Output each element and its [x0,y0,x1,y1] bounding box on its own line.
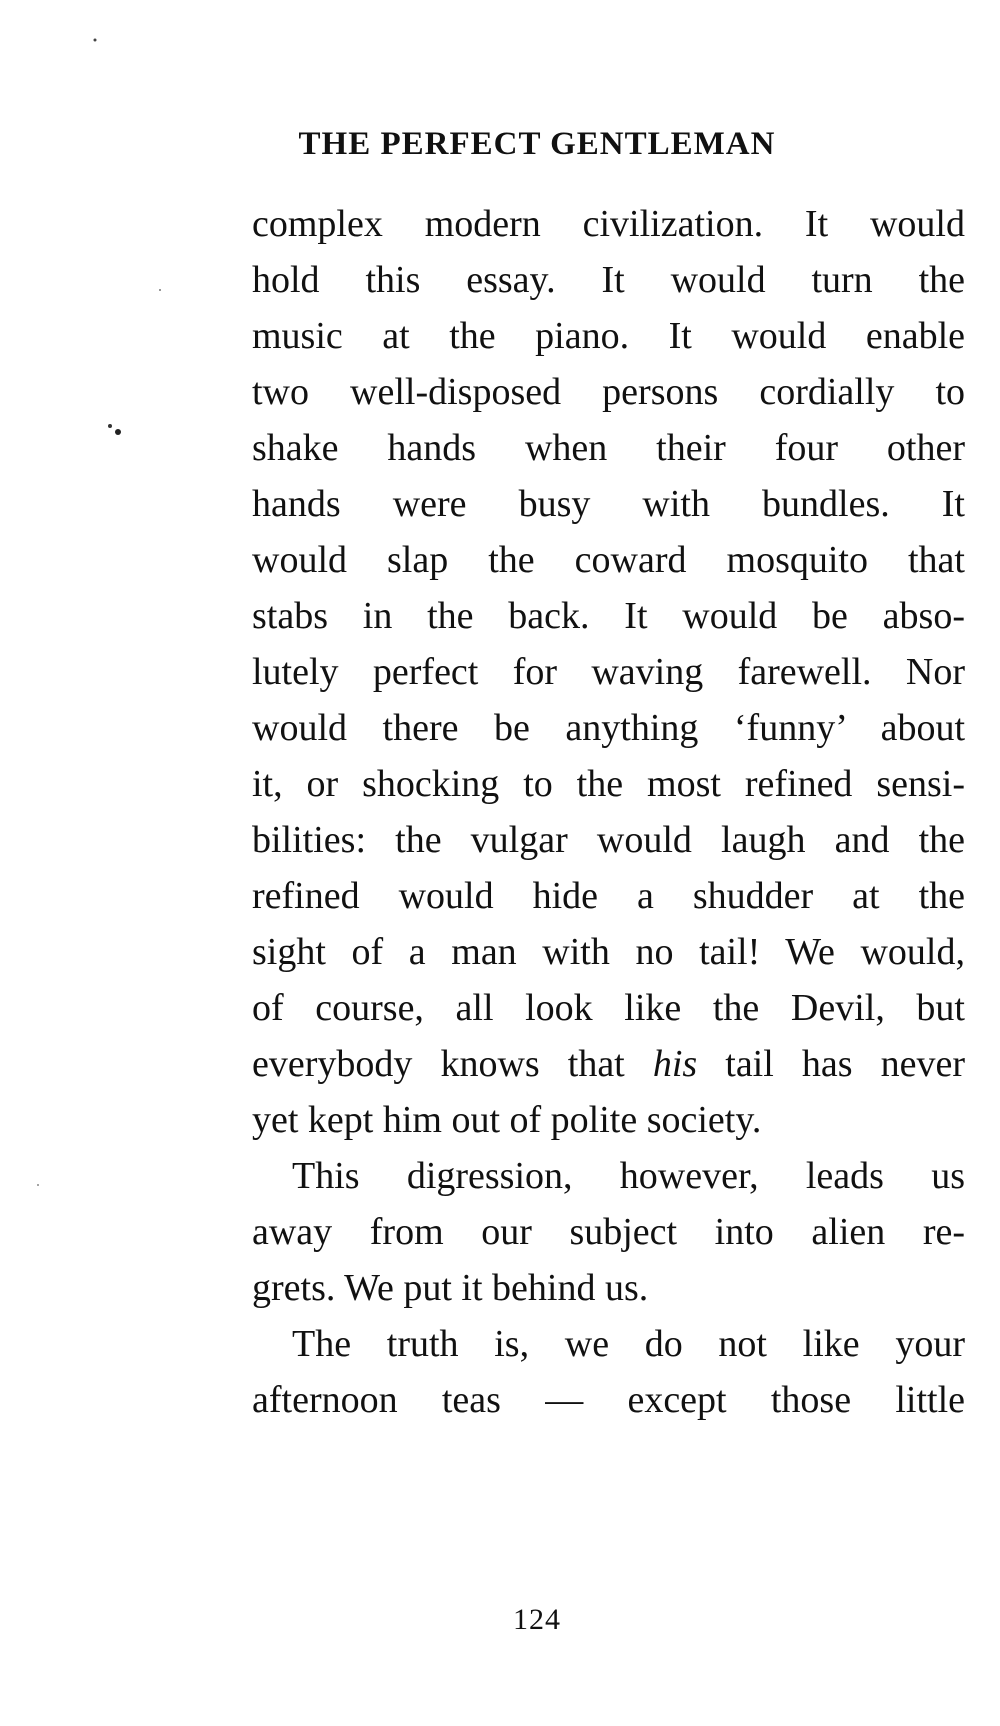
text-line: afternoon teas — except those little [252,1379,965,1421]
text-line: hold this essay. It would turn the [252,259,965,301]
page-number-text: 124 [513,1603,561,1636]
running-head [0,124,1000,164]
ink-speck [115,429,121,435]
text-line: yet kept him out of polite society. [252,1099,762,1141]
italic-word: his [652,1043,698,1085]
text-line: would slap the coward mosquito that [252,539,965,581]
text-line: two well-disposed persons cordially to [252,371,965,413]
text-line: grets. We put it behind us. [252,1267,649,1309]
text-line: shake hands when their four other [252,427,965,469]
paragraph-first-line: The truth is, we do not like your [292,1323,965,1365]
paragraph-first-line: This digression, however, leads us [292,1155,965,1197]
text-line: hands were busy with bundles. It [252,483,965,525]
text-line: music at the piano. It would enable [252,315,965,357]
page-number [0,1602,1000,1638]
ink-speck [37,1184,39,1186]
ink-speck [94,39,97,42]
text-line: away from our subject into alien re- [252,1211,965,1253]
text-line: of course, all look like the Devil, but [252,987,965,1029]
text-run: everybody knows that [252,1043,653,1085]
text-line: refined would hide a shudder at the [252,875,965,917]
ink-speck [108,424,112,428]
text-run: tail has never [697,1043,965,1085]
running-title: THE PERFECT GENTLEMAN [298,126,776,162]
text-line: bilities: the vulgar would laugh and the [252,819,965,861]
text-line: it, or shocking to the most refined sensi- [252,763,965,805]
text-line: complex modern civilization. It would [252,203,965,245]
ink-speck [159,289,161,291]
text-line: would there be anything ‘funny’ about [252,707,965,749]
text-line-with-italic [252,1036,965,1092]
text-line: stabs in the back. It would be abso- [252,595,965,637]
body-text [252,196,965,1428]
text-line: sight of a man with no tail! We would, [252,931,965,973]
text-line: lutely perfect for waving farewell. Nor [252,651,965,693]
